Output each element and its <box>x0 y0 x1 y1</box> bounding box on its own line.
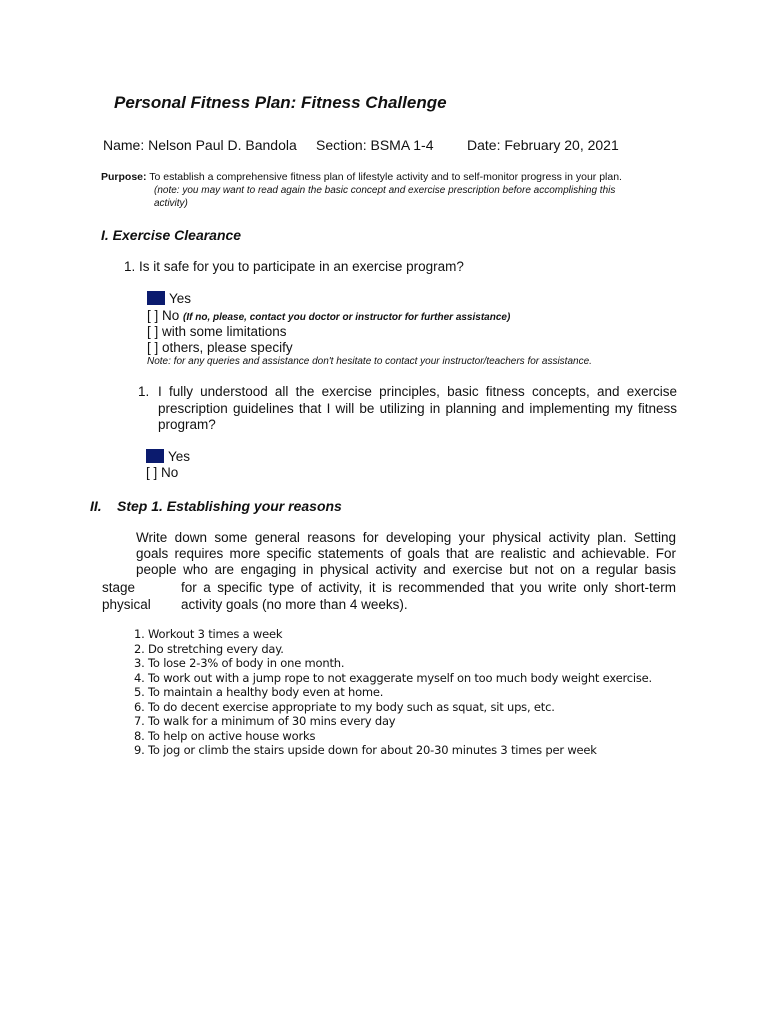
question-1: 1. Is it safe for you to participate in an exercise program? <box>124 259 464 274</box>
checked-box-icon[interactable] <box>146 449 164 463</box>
q1-yes-label: Yes <box>169 291 192 306</box>
section-field: Section: BSMA 1-4 <box>316 137 434 153</box>
question-2-number: 1. <box>138 384 150 399</box>
question-2-line3: program? <box>158 417 216 432</box>
q1-option-limitations[interactable]: [ ] with some limitations <box>147 324 287 339</box>
purpose-note-line2: activity) <box>154 198 188 209</box>
paragraph-line1: Write down some general reasons for developing your physical activity plan. Setting <box>136 530 676 545</box>
q2-option-yes[interactable] <box>146 449 190 464</box>
list-item: 8. To help on active house works <box>134 728 316 743</box>
purpose-note-line1: (note: you may want to read again the basic concept and exercise prescription before accomplishing this <box>154 185 616 196</box>
list-item: 3. To lose 2-3% of body in one month. <box>134 656 345 670</box>
q2-yes-label: Yes <box>168 449 191 464</box>
question-2-line2: prescription guidelines that I will be utilizing in planning and implementing my fitness <box>158 401 677 416</box>
q2-option-no[interactable]: [ ] No <box>146 465 179 480</box>
purpose-line <box>101 171 622 183</box>
list-item: 6. To do decent exercise appropriate to my body such as squat, sit ups, etc. <box>134 699 555 714</box>
date-field: Date: February 20, 2021 <box>467 137 619 153</box>
paragraph-line5: activity goals (no more than 4 weeks). <box>181 597 408 612</box>
purpose-text: To establish a comprehensive fitness plan of lifestyle activity and to self-monitor progress in your plan. <box>146 171 622 183</box>
section1-heading: I. Exercise Clearance <box>101 227 242 243</box>
q1-no-label: [ ] No <box>147 308 184 323</box>
q1-note: Note: for any queries and assistance don't hesitate to contact your instructor/teachers for assistance. <box>147 356 592 367</box>
section2-numeral: II. <box>90 498 102 514</box>
q1-no-note: (If no, please, contact you doctor or instructor for further assistance) <box>183 312 511 323</box>
paragraph-line3: people who are engaging in physical activity and exercise but not on a regular basis <box>136 562 676 577</box>
reasons-list <box>134 627 652 758</box>
list-item: 7. To walk for a minimum of 30 mins every day <box>134 714 396 728</box>
list-item: 5. To maintain a healthy body even at home. <box>134 685 384 699</box>
name-field: Name: Nelson Paul D. Bandola <box>103 137 297 153</box>
list-item: 2. Do stretching every day. <box>134 641 284 656</box>
list-item: 4. To work out with a jump rope to not exaggerate myself on too much body weight exercise. <box>134 670 652 685</box>
document-title: Personal Fitness Plan: Fitness Challenge <box>114 93 447 112</box>
list-item: 9. To jog or climb the stairs upside down for about 20-30 minutes 3 times per week <box>134 743 597 757</box>
paragraph-line4: for a specific type of activity, it is recommended that you write only short-term <box>181 580 676 595</box>
checked-box-icon[interactable] <box>147 291 165 305</box>
paragraph-line2: goals requires more specific statements of goals that are realistic and achievable. For <box>136 546 676 561</box>
section2-heading: Step 1. Establishing your reasons <box>117 498 342 514</box>
list-item: 1. Workout 3 times a week <box>134 627 283 641</box>
q1-option-yes[interactable] <box>147 291 191 306</box>
paragraph-stage: stage <box>102 580 136 595</box>
paragraph-physical: physical <box>102 597 151 612</box>
question-2-line1: I fully understood all the exercise principles, basic fitness concepts, and exercise <box>158 384 677 399</box>
q1-option-no[interactable] <box>147 308 510 323</box>
purpose-label: Purpose: <box>101 171 147 183</box>
q1-option-others[interactable]: [ ] others, please specify <box>147 340 293 355</box>
